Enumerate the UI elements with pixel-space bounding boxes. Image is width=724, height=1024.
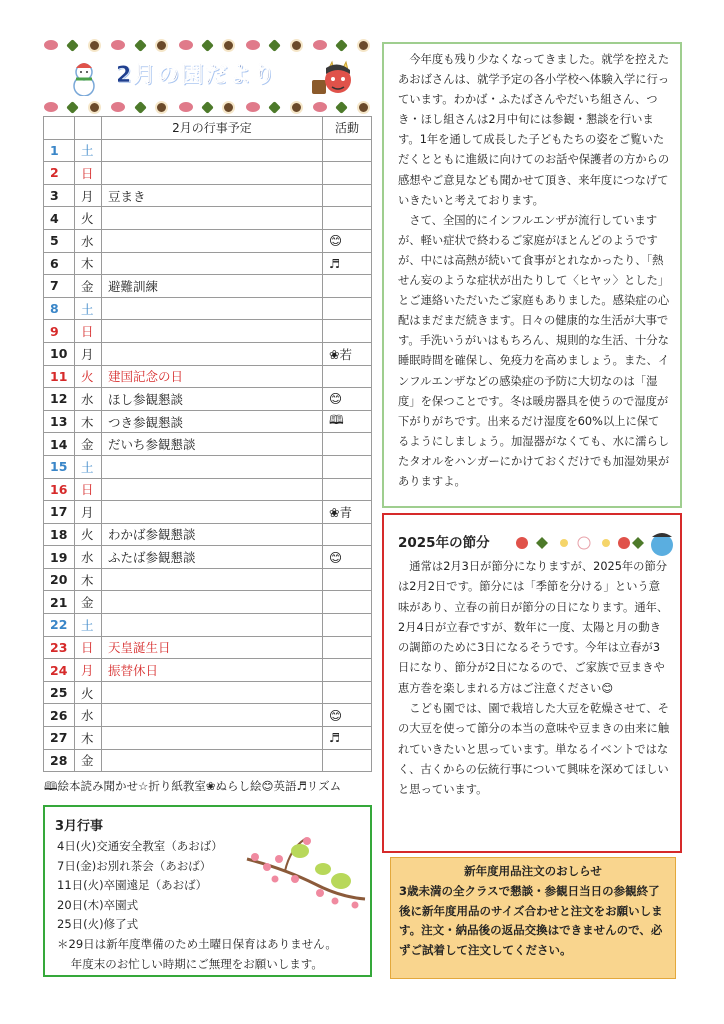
- event-cell: [102, 320, 323, 343]
- weekday-cell: 月: [75, 184, 102, 207]
- setsubun-paragraph-2: こども園では、園で栽培した大豆を乾燥させて、その大豆を使って節分の本当の意味や豆まきの由来に触れていきたいと思っています。単なるイベントではなく、古くからの伝統行事について興味を深めてほしいと思っています。: [398, 702, 670, 797]
- activity-cell: ♬: [323, 252, 372, 275]
- day-cell: 23: [44, 636, 75, 659]
- day-cell: 20: [44, 568, 75, 591]
- activity-cell: [323, 162, 372, 185]
- day-cell: 2: [44, 162, 75, 185]
- event-cell: つき参観懇談: [102, 410, 323, 433]
- day-cell: 3: [44, 184, 75, 207]
- weekday-cell: 月: [75, 659, 102, 682]
- list-item: 25日(火)修了式: [57, 917, 139, 931]
- activity-legend: 🕮絵本読み聞かせ☆折り紙教室❀ぬらし絵😊英語♬リズム: [44, 779, 342, 793]
- event-cell: わかば参観懇談: [102, 523, 323, 546]
- weekday-cell: 土: [75, 139, 102, 162]
- day-cell: 26: [44, 704, 75, 727]
- activity-cell: [323, 614, 372, 637]
- weekday-cell: 水: [75, 704, 102, 727]
- event-cell: 天皇誕生日: [102, 636, 323, 659]
- event-cell: ほし参観懇談: [102, 388, 323, 411]
- activity-cell: [323, 433, 372, 456]
- activity-cell: 😊: [323, 229, 372, 252]
- header-day-cell: [44, 117, 75, 140]
- title-banner: [58, 56, 358, 98]
- notice-body: 3歳未満の全クラスで懇談・参観日当日の参観終了後に新年度用品のサイズ合わせと注文をお願いします。注文・納品後の返品交換はできませんので、必ずご試着して注文してください。: [399, 883, 663, 958]
- march-note-line1: ＊29日は新年度準備のため土曜日保育はありません。: [57, 937, 337, 951]
- table-row: [44, 342, 372, 365]
- activity-cell: [323, 568, 372, 591]
- table-row: [44, 727, 372, 750]
- event-cell: [102, 749, 323, 772]
- table-row: [44, 139, 372, 162]
- table-row: [44, 388, 372, 411]
- header-decoration-top: [44, 38, 370, 52]
- list-item: 11日(火)卒園遠足（あおば）: [57, 878, 208, 892]
- event-cell: [102, 252, 323, 275]
- activity-cell: [323, 636, 372, 659]
- weekday-cell: 日: [75, 162, 102, 185]
- event-cell: [102, 591, 323, 614]
- table-row: [44, 252, 372, 275]
- weekday-cell: 火: [75, 207, 102, 230]
- weekday-cell: 火: [75, 681, 102, 704]
- day-cell: 4: [44, 207, 75, 230]
- event-cell: [102, 229, 323, 252]
- event-cell: [102, 162, 323, 185]
- event-cell: [102, 614, 323, 637]
- intro-message-box: [382, 42, 682, 508]
- activity-cell: [323, 365, 372, 388]
- header-activity-cell: 活動: [323, 117, 372, 140]
- setsubun-decoration-icon: [512, 525, 674, 559]
- table-row: [44, 478, 372, 501]
- february-schedule-table: [43, 116, 372, 772]
- event-cell: [102, 455, 323, 478]
- event-cell: だいち参観懇談: [102, 433, 323, 456]
- notice-title: 新年度用品注文のおしらせ: [464, 864, 602, 878]
- day-cell: 7: [44, 275, 75, 298]
- table-row: [44, 636, 372, 659]
- weekday-cell: 木: [75, 410, 102, 433]
- activity-cell: [323, 139, 372, 162]
- setsubun-title: 2025年の節分: [398, 535, 490, 551]
- table-row: [44, 455, 372, 478]
- day-cell: 21: [44, 591, 75, 614]
- table-row: [44, 229, 372, 252]
- day-cell: 10: [44, 342, 75, 365]
- weekday-cell: 火: [75, 365, 102, 388]
- table-row: [44, 410, 372, 433]
- day-cell: 5: [44, 229, 75, 252]
- event-cell: [102, 342, 323, 365]
- header-event-cell: 2月の行事予定: [102, 117, 323, 140]
- page-title: 2月の園だより: [116, 63, 278, 88]
- day-cell: 9: [44, 320, 75, 343]
- day-cell: 15: [44, 455, 75, 478]
- oni-demon-icon: [308, 58, 354, 98]
- setsubun-box: [382, 513, 682, 853]
- activity-cell: [323, 591, 372, 614]
- table-row: [44, 207, 372, 230]
- day-cell: 13: [44, 410, 75, 433]
- event-cell: [102, 704, 323, 727]
- day-cell: 16: [44, 478, 75, 501]
- day-cell: 24: [44, 659, 75, 682]
- day-cell: 17: [44, 501, 75, 524]
- table-header-row: [44, 117, 372, 140]
- weekday-cell: 月: [75, 342, 102, 365]
- weekday-cell: 木: [75, 252, 102, 275]
- day-cell: 22: [44, 614, 75, 637]
- table-row: [44, 591, 372, 614]
- intro-paragraph-2: さて、全国的にインフルエンザが流行していますが、軽い症状で終わるご家庭がほとんどのようですが、中には高熱が続いて食事がとれなかったり、「熱せん妄のような症状が出たりして〈ヒヤッ〉とした」とご連絡いただいたご家庭もありました。感染症の心配はまだまだ続きます。日々の健康的な生活が大事です。手洗いうがいはもちろん、規則的な生活、十分な睡眠時間を確保し、免疫力を高めましょう。また、インフルエンザなどの感染症の予防に大切なのは「湿度」を保つことです。冬は暖房器具を使うので湿度が下がりがちです。出来るだけ湿度を60%以上に保てるようにしましょう。加湿器がなくても、水に濡らしたタオルをハンガーにかけておくだけでも加湿効果がありますよ。: [398, 213, 670, 488]
- table-row: [44, 275, 372, 298]
- activity-cell: [323, 320, 372, 343]
- table-row: [44, 681, 372, 704]
- weekday-cell: 月: [75, 501, 102, 524]
- table-row: [44, 546, 372, 569]
- activity-cell: [323, 455, 372, 478]
- table-row: [44, 614, 372, 637]
- weekday-cell: 金: [75, 591, 102, 614]
- day-cell: 6: [44, 252, 75, 275]
- day-cell: 18: [44, 523, 75, 546]
- activity-cell: 😊: [323, 704, 372, 727]
- activity-cell: 🕮: [323, 410, 372, 433]
- newsletter-header: [44, 38, 370, 114]
- table-row: [44, 297, 372, 320]
- list-item: 20日(木)卒園式: [57, 897, 139, 912]
- list-item: 7日(金)お別れ茶会（あおば）: [57, 858, 212, 873]
- event-cell: 豆まき: [102, 184, 323, 207]
- event-cell: [102, 681, 323, 704]
- weekday-cell: 水: [75, 229, 102, 252]
- march-note: [57, 935, 337, 974]
- event-cell: 建国記念の日: [102, 365, 323, 388]
- activity-cell: [323, 297, 372, 320]
- activity-cell: [323, 523, 372, 546]
- march-note-line2: 年度末のお忙しい時期にご無理をお願いします。: [70, 956, 323, 971]
- event-cell: 振替休日: [102, 659, 323, 682]
- event-cell: [102, 478, 323, 501]
- sakura-branch-birds-icon: [245, 829, 367, 915]
- weekday-cell: 土: [75, 614, 102, 637]
- day-cell: 14: [44, 433, 75, 456]
- table-row: [44, 162, 372, 185]
- weekday-cell: 火: [75, 523, 102, 546]
- activity-cell: ❀青: [323, 501, 372, 524]
- table-row: [44, 568, 372, 591]
- intro-paragraph-1: 今年度も残り少なくなってきました。就学を控えたあおばさんは、就学予定の各小学校へ体験入学に行っています。わかば・ふたばさんやだいち組さん、つき・ほし組さんは2月中旬には参観・懇談を行います。1年を通して成長した子どもたちの姿をご覧いただくとともに進級に向けてのお話や保護者の方からの感想やご意見なども聞かせて頂き、来年度につなげていきたいと考えております。: [398, 53, 670, 207]
- table-row: [44, 320, 372, 343]
- table-row: [44, 184, 372, 207]
- table-row: [44, 433, 372, 456]
- weekday-cell: 木: [75, 568, 102, 591]
- activity-cell: [323, 659, 372, 682]
- weekday-cell: 金: [75, 749, 102, 772]
- event-cell: [102, 207, 323, 230]
- schedule-body: [44, 139, 372, 772]
- table-row: [44, 659, 372, 682]
- activity-cell: [323, 681, 372, 704]
- activity-cell: ♬: [323, 727, 372, 750]
- day-cell: 8: [44, 297, 75, 320]
- list-item: 4日(火)交通安全教室（あおば）: [57, 839, 223, 853]
- header-decoration-bottom: [44, 100, 370, 114]
- activity-cell: 😊: [323, 546, 372, 569]
- day-cell: 19: [44, 546, 75, 569]
- table-row: [44, 365, 372, 388]
- march-events-title: 3月行事: [55, 819, 104, 834]
- activity-cell: [323, 184, 372, 207]
- weekday-cell: 土: [75, 297, 102, 320]
- event-cell: 避難訓練: [102, 275, 323, 298]
- activity-cell: [323, 207, 372, 230]
- weekday-cell: 金: [75, 275, 102, 298]
- day-cell: 25: [44, 681, 75, 704]
- march-events-box: [43, 805, 372, 977]
- event-cell: [102, 139, 323, 162]
- weekday-cell: 日: [75, 636, 102, 659]
- table-row: [44, 523, 372, 546]
- weekday-cell: 水: [75, 546, 102, 569]
- day-cell: 12: [44, 388, 75, 411]
- header-weekday-cell: [75, 117, 102, 140]
- activity-cell: ❀若: [323, 342, 372, 365]
- event-cell: ふたば参観懇談: [102, 546, 323, 569]
- event-cell: [102, 501, 323, 524]
- activity-cell: [323, 275, 372, 298]
- activity-cell: 😊: [323, 388, 372, 411]
- event-cell: [102, 297, 323, 320]
- weekday-cell: 水: [75, 388, 102, 411]
- event-cell: [102, 568, 323, 591]
- table-row: [44, 704, 372, 727]
- day-cell: 27: [44, 727, 75, 750]
- setsubun-paragraph-1: 通常は2月3日が節分になりますが、2025年の節分は2月2日です。節分には「季節を分ける」という意味があり、立春の前日が節分の日になります。通年、2月4日が立春ですが、数年に一度、太陽と月の動きの調節のために3日になるそうです。今年は立春が3日になり、節分が2日になるので、ご家族で豆まきや恵方巻を楽しまれる方はご注意ください😊: [398, 560, 669, 695]
- activity-cell: [323, 749, 372, 772]
- new-year-supplies-notice: [390, 857, 676, 979]
- day-cell: 11: [44, 365, 75, 388]
- activity-cell: [323, 478, 372, 501]
- march-events-list: [57, 837, 223, 935]
- weekday-cell: 日: [75, 320, 102, 343]
- event-cell: [102, 727, 323, 750]
- table-row: [44, 749, 372, 772]
- day-cell: 28: [44, 749, 75, 772]
- weekday-cell: 木: [75, 727, 102, 750]
- day-cell: 1: [44, 139, 75, 162]
- table-row: [44, 501, 372, 524]
- weekday-cell: 土: [75, 455, 102, 478]
- snowman-icon: [64, 60, 104, 96]
- weekday-cell: 日: [75, 478, 102, 501]
- weekday-cell: 金: [75, 433, 102, 456]
